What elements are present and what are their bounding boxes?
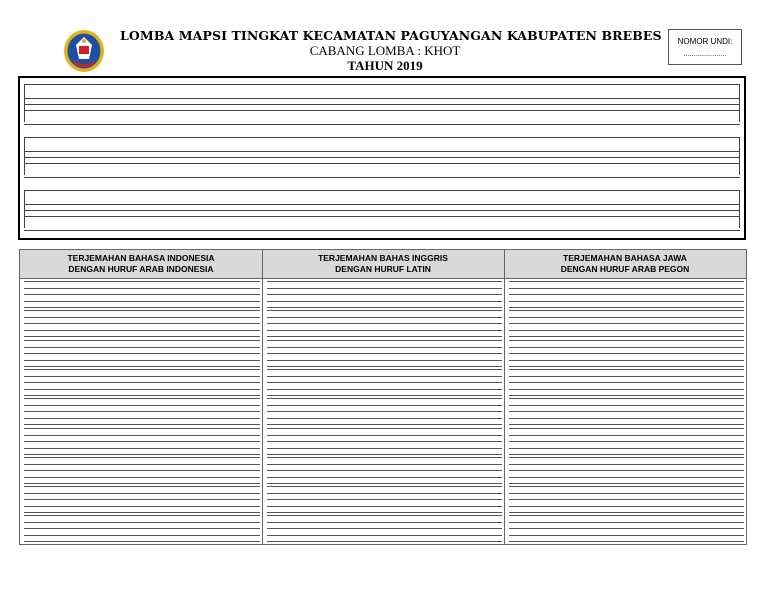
ruled-line	[267, 330, 502, 331]
ruled-line	[509, 486, 744, 487]
ruled-line	[267, 288, 502, 289]
ruled-line	[267, 541, 502, 542]
ruled-line	[509, 307, 744, 308]
draw-number-blank: ......................	[683, 51, 727, 58]
ruled-line	[267, 376, 502, 377]
ruled-line	[267, 457, 502, 458]
ruled-line	[509, 435, 744, 436]
ruled-line	[267, 428, 502, 429]
ruled-line	[509, 457, 744, 458]
ruled-line	[509, 541, 744, 542]
answer-column-indonesia[interactable]	[20, 279, 262, 544]
ruled-line	[509, 405, 744, 406]
ruled-line	[509, 294, 744, 295]
ruled-line	[24, 424, 260, 425]
ruled-line	[267, 512, 502, 513]
ruled-line	[509, 506, 744, 507]
ruled-line	[267, 340, 502, 341]
ruled-line	[24, 418, 260, 419]
ruled-line	[24, 310, 260, 311]
ruled-line	[24, 353, 260, 354]
ruled-line	[267, 360, 502, 361]
ruled-line	[509, 288, 744, 289]
ruled-line	[24, 330, 260, 331]
ruled-line	[24, 454, 260, 455]
ruled-line	[509, 512, 744, 513]
ruled-line	[24, 288, 260, 289]
ruled-line	[24, 411, 260, 412]
ruled-line	[267, 294, 502, 295]
ruled-line	[509, 535, 744, 536]
ruled-line	[24, 506, 260, 507]
competition-branch: CABANG LOMBA : KHOT	[309, 43, 461, 58]
ruled-line	[509, 369, 744, 370]
answer-column-english[interactable]	[263, 279, 504, 544]
ruled-line	[267, 353, 502, 354]
ruled-line	[267, 418, 502, 419]
ruled-line	[509, 398, 744, 399]
ruled-line	[509, 411, 744, 412]
column-header-javanese: TERJEMAHAN BAHASA JAWA DENGAN HURUF ARAB PEGON	[560, 253, 690, 274]
writing-strip[interactable]	[24, 84, 740, 122]
ruled-line	[509, 281, 744, 282]
ruled-line	[267, 389, 502, 390]
ruled-line	[267, 493, 502, 494]
answer-column-javanese[interactable]	[505, 279, 746, 544]
column-header-indonesia: TERJEMAHAN BAHASA INDONESIA DENGAN HURUF ARAB INDONESIA	[67, 253, 215, 274]
ruled-line	[24, 281, 260, 282]
ruled-line	[509, 376, 744, 377]
ruled-line	[24, 307, 260, 308]
ruled-line	[267, 366, 502, 367]
ruled-line	[267, 382, 502, 383]
ruled-line	[267, 347, 502, 348]
writing-frame	[18, 76, 746, 240]
ruled-line	[509, 340, 744, 341]
ruled-line	[24, 405, 260, 406]
ruled-line	[509, 483, 744, 484]
table-header	[20, 250, 746, 279]
ruled-line	[24, 366, 260, 367]
ruled-line	[509, 366, 744, 367]
ruled-line	[267, 395, 502, 396]
ruled-line	[24, 382, 260, 383]
ruled-line	[24, 541, 260, 542]
ruled-line	[509, 389, 744, 390]
ruled-line	[267, 411, 502, 412]
ruled-line	[267, 486, 502, 487]
ruled-line	[509, 382, 744, 383]
ruled-line	[24, 360, 260, 361]
ruled-line	[267, 506, 502, 507]
ruled-line	[267, 310, 502, 311]
ruled-line	[509, 418, 744, 419]
ruled-line	[509, 454, 744, 455]
ruled-line	[267, 535, 502, 536]
ruled-line	[267, 307, 502, 308]
page-title: LOMBA MAPSI TINGKAT KECAMATAN PAGUYANGAN KABUPATEN BREBES	[120, 28, 662, 43]
ruled-line	[267, 424, 502, 425]
ruled-line	[24, 428, 260, 429]
ruled-line	[267, 470, 502, 471]
ruled-line	[267, 515, 502, 516]
ruled-line	[267, 317, 502, 318]
ruled-line	[24, 493, 260, 494]
ruled-line	[509, 310, 744, 311]
ruled-line	[24, 301, 260, 302]
ruled-line	[509, 395, 744, 396]
ruled-line	[509, 360, 744, 361]
ruled-line	[24, 499, 260, 500]
ruled-line	[509, 323, 744, 324]
ruled-line	[24, 522, 260, 523]
ruled-line	[509, 515, 744, 516]
ruled-line	[267, 528, 502, 529]
ruled-line	[24, 435, 260, 436]
ruled-line	[24, 470, 260, 471]
ruled-line	[509, 448, 744, 449]
ruled-line	[509, 499, 744, 500]
ruled-line	[267, 323, 502, 324]
ruled-line	[267, 441, 502, 442]
ruled-line	[509, 301, 744, 302]
ruled-line	[24, 512, 260, 513]
ruled-line	[267, 435, 502, 436]
translation-table	[19, 249, 747, 545]
ruled-line	[24, 336, 260, 337]
ruled-line	[267, 301, 502, 302]
header	[120, 28, 662, 73]
ruled-line	[24, 389, 260, 390]
ruled-line	[24, 398, 260, 399]
ruled-line	[24, 294, 260, 295]
ruled-line	[509, 353, 744, 354]
ruled-line	[509, 424, 744, 425]
ruled-line	[509, 522, 744, 523]
ruled-line	[509, 428, 744, 429]
ruled-line	[24, 483, 260, 484]
ruled-line	[267, 522, 502, 523]
ruled-line	[267, 369, 502, 370]
ruled-line	[509, 441, 744, 442]
ruled-line	[267, 499, 502, 500]
writing-strip[interactable]	[24, 190, 740, 228]
ruled-line	[509, 347, 744, 348]
ruled-line	[24, 515, 260, 516]
ruled-line	[509, 493, 744, 494]
ruled-line	[509, 464, 744, 465]
ruled-line	[24, 535, 260, 536]
ruled-line	[24, 340, 260, 341]
ruled-line	[24, 448, 260, 449]
ruled-line	[24, 376, 260, 377]
ruled-line	[509, 528, 744, 529]
ruled-line	[267, 398, 502, 399]
ruled-line	[509, 336, 744, 337]
competition-year: TAHUN 2019	[347, 58, 423, 73]
ruled-line	[24, 317, 260, 318]
column-header-english: TERJEMAHAN BAHAS INGGRIS DENGAN HURUF LATIN	[318, 253, 448, 274]
ruled-line	[267, 454, 502, 455]
ruled-line	[24, 323, 260, 324]
ruled-line	[267, 405, 502, 406]
ruled-line	[509, 477, 744, 478]
ruled-line	[24, 369, 260, 370]
ruled-line	[24, 464, 260, 465]
draw-number-label: NOMOR UNDI:	[677, 37, 733, 46]
ruled-line	[267, 483, 502, 484]
ruled-line	[509, 317, 744, 318]
draw-number-box[interactable]	[668, 29, 742, 65]
ruled-line	[24, 528, 260, 529]
ruled-line	[24, 347, 260, 348]
ruled-line	[267, 464, 502, 465]
ruled-line	[267, 448, 502, 449]
ruled-line	[24, 441, 260, 442]
ruled-line	[509, 330, 744, 331]
ruled-line	[267, 281, 502, 282]
ruled-line	[24, 395, 260, 396]
ruled-line	[24, 486, 260, 487]
ruled-line	[267, 477, 502, 478]
ruled-line	[24, 457, 260, 458]
ruled-line	[24, 477, 260, 478]
ruled-line	[509, 470, 744, 471]
writing-strip[interactable]	[24, 137, 740, 175]
regional-emblem-icon	[62, 29, 106, 73]
ruled-line	[267, 336, 502, 337]
